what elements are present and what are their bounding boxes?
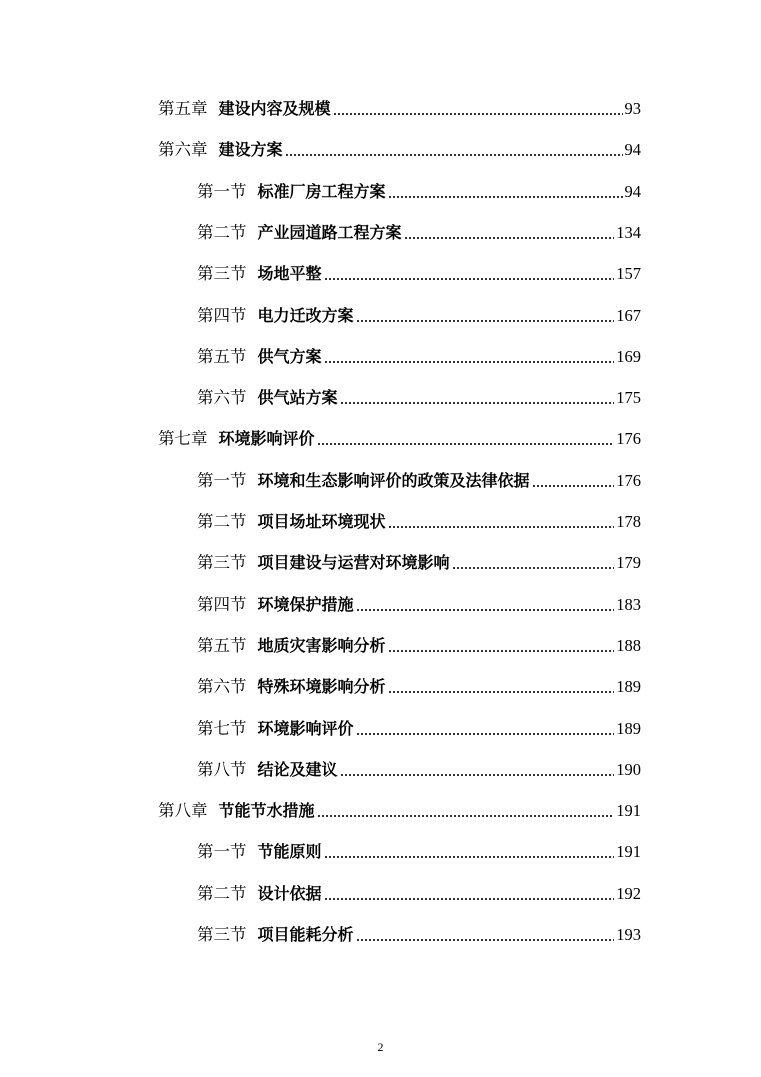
toc-page-number: 189 [616, 718, 641, 738]
toc-entry-number: 第五节 [197, 346, 247, 366]
toc-entry-title: 节能原则 [257, 842, 322, 862]
page-number: 2 [377, 1040, 384, 1054]
toc-entry-title: 供气方案 [257, 346, 322, 366]
toc-dot-leader [388, 526, 615, 528]
toc-section-entry[interactable] [197, 386, 641, 410]
toc-dot-leader [452, 567, 615, 569]
toc-dot-leader [388, 650, 615, 652]
toc-dot-leader [388, 691, 615, 693]
toc-entry-title: 特殊环境影响分析 [257, 677, 386, 697]
toc-section-entry[interactable] [197, 262, 641, 286]
toc-chapter-entry[interactable] [158, 138, 641, 162]
toc-section-entry[interactable] [197, 758, 641, 782]
toc-dot-leader [404, 237, 615, 239]
toc-page-number: 183 [616, 594, 641, 614]
toc-section-entry[interactable] [197, 221, 641, 245]
toc-entry-number: 第三节 [197, 925, 247, 944]
toc-section-entry[interactable] [197, 923, 641, 947]
toc-dot-leader [356, 733, 615, 735]
toc-entry-number: 第一节 [197, 842, 247, 862]
toc-section-entry[interactable] [197, 593, 641, 617]
toc-page-number: 167 [616, 305, 641, 325]
toc-entry-number: 第八章 [158, 801, 208, 821]
toc-entry-title: 项目建设与运营对环境影响 [257, 553, 450, 573]
toc-entry-number: 第七节 [197, 718, 247, 738]
toc-page-number: 189 [616, 677, 641, 697]
toc-page-number: 191 [616, 842, 641, 862]
toc-entry-title: 场地平整 [257, 264, 322, 284]
toc-dot-leader [356, 320, 615, 322]
toc-entry-title: 地质灾害影响分析 [257, 635, 386, 655]
toc-section-entry[interactable] [197, 345, 641, 369]
toc-page-number: 176 [616, 470, 641, 490]
toc-section-entry[interactable] [197, 882, 641, 906]
toc-entry-number: 第六节 [197, 388, 247, 408]
toc-entry-number: 第五节 [197, 635, 247, 655]
toc-section-entry[interactable] [197, 675, 641, 699]
toc-dot-leader [532, 485, 615, 487]
toc-section-entry[interactable] [197, 634, 641, 658]
toc-dot-leader [356, 939, 615, 941]
toc-page-number: 94 [624, 181, 641, 201]
toc-entry-title: 设计依据 [257, 883, 322, 903]
toc-dot-leader [356, 609, 615, 611]
toc-page-number: 94 [624, 140, 641, 160]
toc-dot-leader [340, 774, 615, 776]
toc-entry-number: 第一节 [197, 181, 247, 201]
toc-dot-leader [285, 154, 623, 156]
toc-entry-title: 建设方案 [218, 140, 283, 160]
toc-entry-title: 结论及建议 [257, 759, 338, 779]
toc-section-entry[interactable] [197, 551, 641, 575]
toc-page-number: 179 [616, 553, 641, 573]
toc-entry-number: 第三节 [197, 264, 247, 284]
toc-dot-leader [388, 196, 623, 198]
toc-chapter-entry[interactable] [158, 427, 641, 451]
toc-entry-number: 第四节 [197, 594, 247, 614]
toc-dot-leader [324, 361, 615, 363]
toc-dot-leader [324, 898, 615, 900]
toc-page-number: 176 [616, 429, 641, 449]
toc-entry-title: 供气站方案 [257, 388, 338, 408]
toc-entry-number: 第三节 [197, 553, 247, 573]
toc-entry-title: 标准厂房工程方案 [257, 181, 386, 201]
toc-entry-title: 环境影响评价 [218, 429, 315, 449]
toc-dot-leader [324, 278, 615, 280]
toc-entry-title: 建设内容及规模 [218, 99, 331, 118]
toc-dot-leader [333, 113, 623, 115]
toc-entry-number: 第二节 [197, 883, 247, 903]
toc-dot-leader [317, 815, 615, 817]
toc-page-number: 175 [616, 388, 641, 408]
toc-page-number: 134 [616, 222, 641, 242]
toc-chapter-entry[interactable] [158, 97, 641, 121]
toc-dot-leader [317, 443, 615, 445]
toc-section-entry[interactable] [197, 717, 641, 741]
toc-page-number: 188 [616, 635, 641, 655]
toc-entry-number: 第七章 [158, 429, 208, 449]
toc-entry-title: 环境影响评价 [257, 718, 354, 738]
toc-entry-title: 项目场址环境现状 [257, 512, 386, 531]
toc-section-entry[interactable] [197, 510, 641, 534]
toc-entry-title: 环境保护措施 [257, 594, 354, 614]
toc-entry-title: 环境和生态影响评价的政策及法律依据 [257, 470, 530, 490]
toc-page-number: 192 [616, 883, 641, 903]
toc-entry-title: 项目能耗分析 [257, 925, 354, 944]
toc-page-number: 190 [616, 759, 641, 779]
toc-entry-title: 产业园道路工程方案 [257, 222, 402, 242]
toc-entry-title: 节能节水措施 [218, 801, 315, 821]
toc-page-number: 93 [624, 99, 641, 118]
toc-entry-number: 第二节 [197, 512, 247, 531]
toc-section-entry[interactable] [197, 469, 641, 493]
toc-page-number: 178 [616, 512, 641, 531]
toc-page-number: 191 [616, 801, 641, 821]
toc-entry-number: 第六章 [158, 140, 208, 160]
toc-dot-leader [324, 856, 615, 858]
toc-entry-number: 第六节 [197, 677, 247, 697]
toc-section-entry[interactable] [197, 840, 641, 864]
toc-entry-number: 第一节 [197, 470, 247, 490]
toc-page-number: 157 [616, 264, 641, 284]
toc-section-entry[interactable] [197, 304, 641, 328]
toc-entry-number: 第二节 [197, 222, 247, 242]
toc-entry-number: 第八节 [197, 759, 247, 779]
toc-dot-leader [340, 402, 615, 404]
toc-page-number: 193 [616, 925, 641, 944]
toc-entry-title: 电力迁改方案 [257, 305, 354, 325]
toc-entry-number: 第四节 [197, 305, 247, 325]
toc-entry-number: 第五章 [158, 99, 208, 118]
toc-section-entry[interactable] [197, 180, 641, 204]
toc-chapter-entry[interactable] [158, 799, 641, 823]
toc-page-number: 169 [616, 346, 641, 366]
